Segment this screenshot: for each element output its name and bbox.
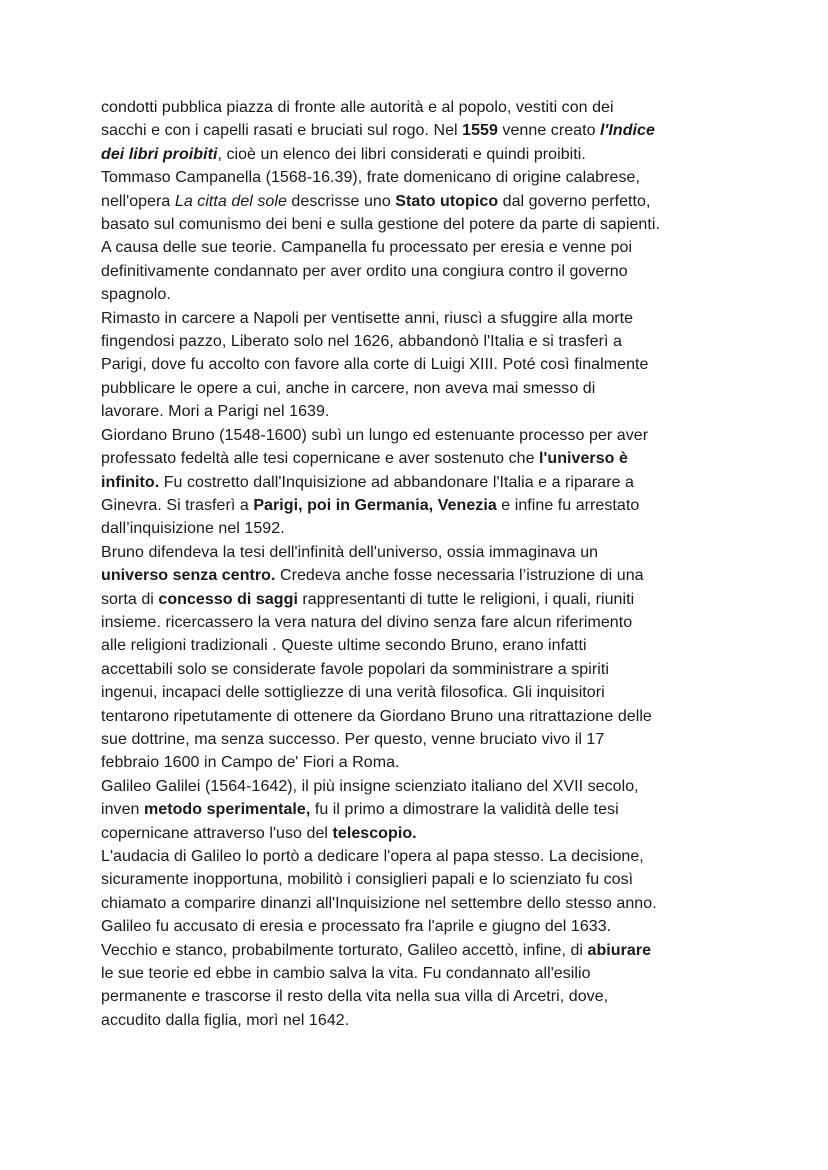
text-line — [101, 541, 741, 564]
text-line — [101, 494, 741, 517]
plain-text: condotti pubblica piazza di fronte alle autorità e al popolo, vestiti con dei — [101, 99, 614, 116]
plain-text: chiamato a comparire dinanzi all'Inquisizione nel settembre dello stesso anno. — [101, 894, 657, 912]
plain-text: le sue teorie ed ebbe in cambio salva la vita. Fu condannato all'esilio — [101, 965, 591, 983]
text-line — [101, 845, 741, 868]
text-line — [101, 915, 741, 938]
bold-italic-text — [600, 122, 655, 139]
text-line — [101, 166, 741, 189]
text-line — [101, 658, 741, 681]
text-line — [101, 143, 741, 166]
bold-text: abiurare — [587, 941, 652, 959]
italic-text: La citta del sole — [174, 192, 287, 210]
text-line — [101, 119, 741, 142]
plain-text: rappresentanti di tutte le religioni, i quali, riuniti — [297, 590, 635, 608]
plain-text: fu il primo a dimostrare la validità delle tesi — [310, 801, 619, 819]
plain-text: Parigi, dove fu accolto con favore alla corte di Luigi XIII. Poté così finalmente — [101, 356, 649, 374]
plain-text: Bruno difendeva la tesi dell'infinità dell'universo, ossia immaginava un — [101, 543, 599, 561]
plain-text: febbraio 1600 in Campo de' Fiori a Roma. — [101, 754, 400, 772]
text-line — [101, 283, 741, 306]
plain-text: Vecchio e stanco, probabilmente torturato, Galileo accettò, infine, di — [101, 941, 588, 959]
text-line — [101, 798, 741, 821]
plain-text: spagnolo. — [101, 286, 171, 304]
plain-text: lavorare. Mori a Parigi nel 1639. — [101, 403, 330, 421]
plain-text: sorta di — [101, 590, 159, 608]
text-line — [101, 1009, 741, 1032]
text-line — [101, 751, 741, 774]
plain-text: venne creato — [497, 122, 601, 140]
bold-text: metodo sperimentale, — [144, 801, 311, 819]
text-line — [101, 424, 741, 447]
plain-text: professato fedeltà alle tesi copernicane e aver sostenuto che — [101, 450, 540, 468]
emphasis-text: dei libri proibiti — [101, 145, 218, 163]
plain-text: inven — [101, 801, 144, 819]
plain-text: dal governo perfetto, — [498, 192, 651, 210]
text-line — [101, 447, 741, 470]
text-line — [101, 307, 741, 330]
plain-text: Fu costretto dall'Inquisizione ad abbandonare l'Italia e a riparare a — [159, 473, 635, 491]
bold-text: Stato utopico — [395, 192, 499, 210]
text-line — [101, 564, 741, 587]
text-line — [101, 681, 741, 704]
plain-text: L'audacia di Galileo lo portò a dedicare l'opera al papa stesso. La decisione, — [101, 848, 644, 865]
plain-text: dall’inquisizione nel 1592. — [101, 520, 285, 538]
text-line — [101, 939, 741, 962]
emphasis-text: l'Indice — [600, 122, 655, 140]
text-line — [101, 517, 741, 540]
plain-text: ingenui, incapaci delle sottigliezze di una verità filosofica. Gli inquisitori — [101, 684, 605, 702]
plain-text: definitivamente condannato per aver ordito una congiura contro il governo — [101, 262, 628, 280]
plain-text: permanente e trascorse il resto della vita nella sua villa di Arcetri, dove, — [101, 988, 609, 1006]
text-line — [101, 705, 741, 728]
plain-text: Ginevra. Si trasferì a — [101, 496, 254, 514]
plain-text: accettabili solo se considerate favole popolari da somministrare a spiriti — [101, 660, 609, 678]
plain-text: fingendosi pazzo, Liberato solo nel 1626, abbandonò l'Italia e si trasferì a — [101, 333, 622, 351]
plain-text: e infine fu arrestato — [496, 496, 640, 514]
text-line — [101, 377, 741, 400]
text-line — [101, 190, 741, 213]
bold-text: universo senza centro. — [101, 567, 276, 585]
text-line — [101, 868, 741, 891]
plain-text: Galileo fu accusato di eresia e processato fra l'aprile e giugno del 1633. — [101, 918, 612, 936]
document-page — [101, 96, 741, 1032]
text-line — [101, 775, 741, 798]
text-line — [101, 260, 741, 283]
bold-text: 1559 — [462, 122, 498, 140]
plain-text: basato sul comunismo dei beni e sulla gestione del potere da parte di sapienti. — [101, 216, 660, 234]
plain-text: A causa delle sue teorie. Campanella fu processato per eresia e venne poi — [101, 239, 633, 257]
text-line — [101, 213, 741, 236]
text-line — [101, 96, 741, 119]
text-line — [101, 728, 741, 751]
plain-text: sicuramente inopportuna, mobilitò i consiglieri papali e lo scienziato fu così — [101, 871, 634, 889]
plain-text: Giordano Bruno (1548-1600) subì un lungo ed estenuante processo per aver — [101, 426, 649, 444]
text-line — [101, 353, 741, 376]
text-line — [101, 471, 741, 494]
text-line — [101, 400, 741, 423]
plain-text: sue dottrine, ma senza successo. Per questo, venne bruciato vivo il 17 — [101, 730, 605, 748]
plain-text: nell'opera — [101, 192, 175, 210]
plain-text: Rimasto in carcere a Napoli per ventisette anni, riuscì a sfuggire alla morte — [101, 309, 634, 327]
bold-text: infinito. — [101, 473, 160, 491]
bold-italic-text — [101, 146, 217, 163]
text-line — [101, 634, 741, 657]
bold-text: l'universo è — [539, 450, 628, 468]
plain-text: descrisse uno — [286, 192, 396, 210]
plain-text: alle religioni tradizionali . Queste ultime secondo Bruno, erano infatti — [101, 637, 587, 655]
plain-text: insieme. ricercassero la vera natura del divino senza fare alcun riferimento — [101, 613, 633, 631]
text-line — [101, 892, 741, 915]
bold-text: Parigi, poi in Germania, Venezia — [253, 496, 497, 514]
plain-text: , cioè un elenco dei libri considerati e quindi proibiti. — [217, 145, 586, 163]
plain-text: copernicane attraverso l'uso del — [101, 824, 333, 842]
text-line — [101, 822, 741, 845]
text-line — [101, 236, 741, 259]
plain-text: accudito dalla figlia, morì nel 1642. — [101, 1011, 350, 1029]
plain-text: sacchi e con i capelli rasati e bruciati sul rogo. Nel — [101, 122, 463, 140]
text-line — [101, 611, 741, 634]
text-line — [101, 330, 741, 353]
bold-text: telescopio. — [332, 824, 417, 842]
text-line — [101, 588, 741, 611]
plain-text: Tommaso Campanella (1568-16.39), frate domenicano di origine calabrese, — [101, 169, 640, 187]
plain-text: pubblicare le opere a cui, anche in carcere, non aveva mai smesso di — [101, 379, 596, 397]
plain-text: tentarono ripetutamente di ottenere da Giordano Bruno una ritrattazione delle — [101, 707, 652, 725]
plain-text: Galileo Galilei (1564-1642), il più insigne scienziato italiano del XVII secolo, — [101, 777, 639, 795]
text-line — [101, 985, 741, 1008]
plain-text: Credeva anche fosse necessaria l’istruzione di una — [275, 567, 644, 585]
bold-text: concesso di saggi — [158, 590, 298, 608]
text-line — [101, 962, 741, 985]
